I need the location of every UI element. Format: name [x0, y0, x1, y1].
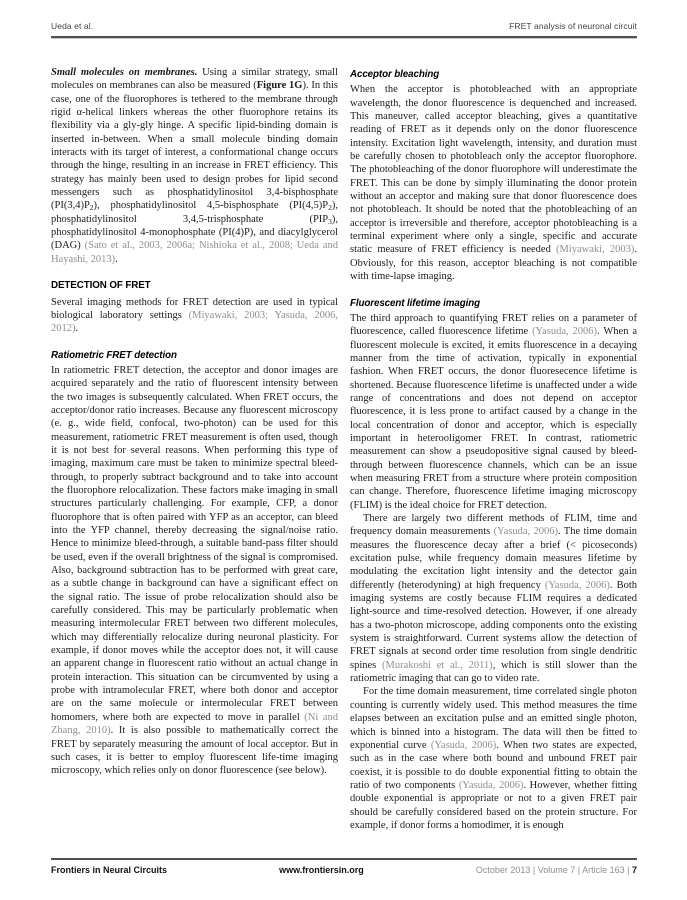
citation: (Ni and Zhang, 2010): [51, 711, 338, 737]
citation: (Yasuda, 2006): [493, 526, 559, 538]
citation: (Yasuda, 2006): [532, 326, 598, 338]
footer-rule: [51, 858, 637, 860]
footer-issue-info: [476, 865, 637, 875]
header-rule: [51, 36, 637, 39]
paragraph: The third approach to quantifying FRET relies on a parameter of fluorescence, called fluorescence lifetime (Yasuda, 2006). When a fluorescent molecule is excited, it emits fluorescence in a decaying manner from the time of activation, typically in exponential fashion. When FRET occurs, the donor fluoresecence lifetime is shortened. Because fluorescence lifetime is unaffected under a wide range of concentrations and does not depend on acceptor fluorescence, it is less prone to artifact caused by a change in the local concentration of donor and acceptor, which is especially important in heterooligomer FRET. In contrast, ratiometric measurement can show a pseudopositive signal caused by bleed-through between fluorescence channels, which can be an issue when measuring FRET from a structure where protein composition can change. Therefore, fluorescence lifetime imaging microscopy (FLIM) is the ideal choice for FRET detection.: [350, 312, 638, 511]
subsection-heading: Fluorescent lifetime imaging: [350, 297, 481, 309]
citation: (Murakoshi et al., 2011): [381, 659, 493, 671]
paragraph: For the time domain measurement, time correlated single photon counting is currently widely used. This method measures the time elapses between an excitation pulse and an emitted single photon, which is binned into a histogram. The data will then be fitted to exponential curve (Yasuda, 2006). When two states are expected, such as in the case where both bound and unbound FRET pair coexist, it is possible to do double exponential fitting to obtain the ratio of two components (Yasuda, 2006). However, whether fitting double exponential is appropriate or not to a given FRET pair should be carefully considered based on the protein structure. For example, if donor forms a homodimer, it is enough: [350, 686, 637, 831]
right-column: [350, 66, 637, 832]
page-header: [51, 21, 637, 31]
citation: (Yasuda, 2006): [458, 779, 524, 791]
running-head-title: FRET analysis of neuronal circuit: [509, 21, 637, 31]
paragraph: When the acceptor is photobleached with an appropriate wavelength, the donor fluorescence is dequenched and increased. This maneuver, called acceptor bleaching, gives a quantitative reading of FRET as it depends only on the donor fluorescence intensity. Excitation light wavelength, intensity, and duration must be carefully chosen to photobleach only the acceptor fluorophore. The photobleaching of the donor fluorophore will underestimate the FRET. This can be done by simply illuminating the donor protein without an acceptor and making sure that donor fluorescence does not photobleach. It should be noted that the photobleaching of an acceptor is irreversible and therefore, acceptor photobleaching is a terminal experiment where only a single, specific and accurate static measure of FRET efficiency is needed (Miyawaki, 2003). Obviously, for this reason, acceptor bleaching is not compatible with time-lapse imaging.: [350, 84, 637, 283]
subsection-heading: Acceptor bleaching: [350, 69, 440, 80]
paragraph: There are largely two different methods of FLIM, time and frequency domain measurements (Yasuda, 2006). The time domain measures the fluorescence decay after a brief (< picoseconds) excitation pulse, while frequency domain measures lifetime by modulating the excitation light intensity and the detector gain differently (heterodyning) at high frequency (Yasuda, 2006). Both imaging systems are costly because FLIM requires a dedicated light-source and time-resolved detection. However, if one already has a two-photon microscope, adding components onto the existing system is straightforward. Current systems allow the detection of FRET signals at second order time resolution from single dendritic spines (Murakoshi et al., 2011), which is still slower than the ratiometric imaging that can go to video rate.: [350, 513, 637, 685]
paragraph: In ratiometric FRET detection, the acceptor and donor images are acquired separately and the ratio of fluorescent intensity between the two images is subsequently calculated. When FRET occurs, the acceptor/donor ratio increases. Because any fluorescent microscopy (e. g., wide field, confocal, two-photon) can be used for this measurement, ratiometric FRET measurement is often used, though it is not best for several reasons. When performing this type of imaging, maximum care must be taken to minimize spectral bleed-through, to properly subtract background and to take into account the fluorophore relocalization. These factors make imaging in small structures particularly challenging. For example, CFP, a donor fluorophore that is often paired with YFP as an acceptor, can bleed into the YFP channel, thereby decreasing the signal/noise ratio. Hence to minimize bleed-through, a suitable band-pass filter should be used, even if the overall brightness of the signal is compromised. Also, background subtraction has to be performed with great care, as a subtle change in background can have a significant effect on the signal ratio. The issue of probe relocalization should also be carefully considered. This may be particularly problematic when measuring intermolecular FRET between two different molecules, which may differentially relocalize during neuronal plasticity. For example, if donor moves while the acceptor does not, it will cause an apparent change in fluorescent ratio without an actual change in protein interaction. This situation can be circumvented by using a probe with intramolecular FRET, where both donor and acceptor are on the same molecule or intermolecular FRET between homomers, where both are expected to move in parallel (Ni and Zhang, 2010). It is also possible to mathematically correct the FRET by separately measuring the amount of local acceptor. But in such cases, it is better to employ fluorescent life-time imaging microscopy, which relies only on donor fluorescence (see below).: [51, 364, 338, 777]
citation: (Yasuda, 2006): [544, 579, 610, 591]
section-heading: DETECTION OF FRET: [51, 280, 151, 292]
footer-journal-name: Frontiers in Neural Circuits: [51, 865, 168, 875]
footer-website-link[interactable]: www.frontiersin.org: [279, 865, 364, 875]
footer-issue-text: October 2013 | Volume 7 | Article 163 |: [475, 865, 632, 875]
page-footer: [51, 865, 637, 875]
citation: (Sato et al., 2003, 2006a; Nishioka et al., 2008; Ueda and Hayashi, 2013): [51, 240, 338, 265]
citation: (Yasuda, 2006): [430, 739, 497, 751]
subsection-heading: Ratiometric FRET detection: [51, 349, 177, 361]
citation: (Miyawaki, 2003): [556, 244, 635, 256]
citation: (Miyawaki, 2003; Yasuda, 2006, 2012): [51, 309, 338, 335]
paragraph: Small molecules on membranes. Using a similar strategy, small molecules on membranes can also be measured (Figure 1G). In this case, one of the fluorophores is tethered to the membrane through rigid α-helical linkers whereas the other fluorophore retains its flexibility via a gly-gly hinge. A specific lipid-binding domain is inserted in-between. When a small molecule binding domain interacts with its target of interest, a conformational change occurs through the hinge, resulting in an increase in FRET efficiency. This strategy has mainly been used to design probes for lipid second messengers such as phosphatidylinositol 3,4-bisphosphate $(PI(3,4)P_2)$, phosphatidylinositol 4,5-bisphosphate $(PI(4,5)P_2)$, phosphatidylinositol 3,4,5-trisphosphate $(PIP_3)$, phosphatidylinositol 4-monophosphate (PI(4)P), and diacylglycerol (DAG) (Sato et al., 2003, 2006a; Nishioka et al., 2008; Ueda and Hayashi, 2013).: [51, 67, 338, 265]
article-body: [51, 66, 637, 832]
paragraph: Several imaging methods for FRET detection are used in typical biological laboratory settings (Miyawaki, 2003; Yasuda, 2006, 2012).: [51, 296, 338, 335]
left-column: [51, 66, 338, 832]
footer-page-number: 7: [631, 865, 637, 875]
running-head-authors: Ueda et al.: [51, 21, 94, 31]
